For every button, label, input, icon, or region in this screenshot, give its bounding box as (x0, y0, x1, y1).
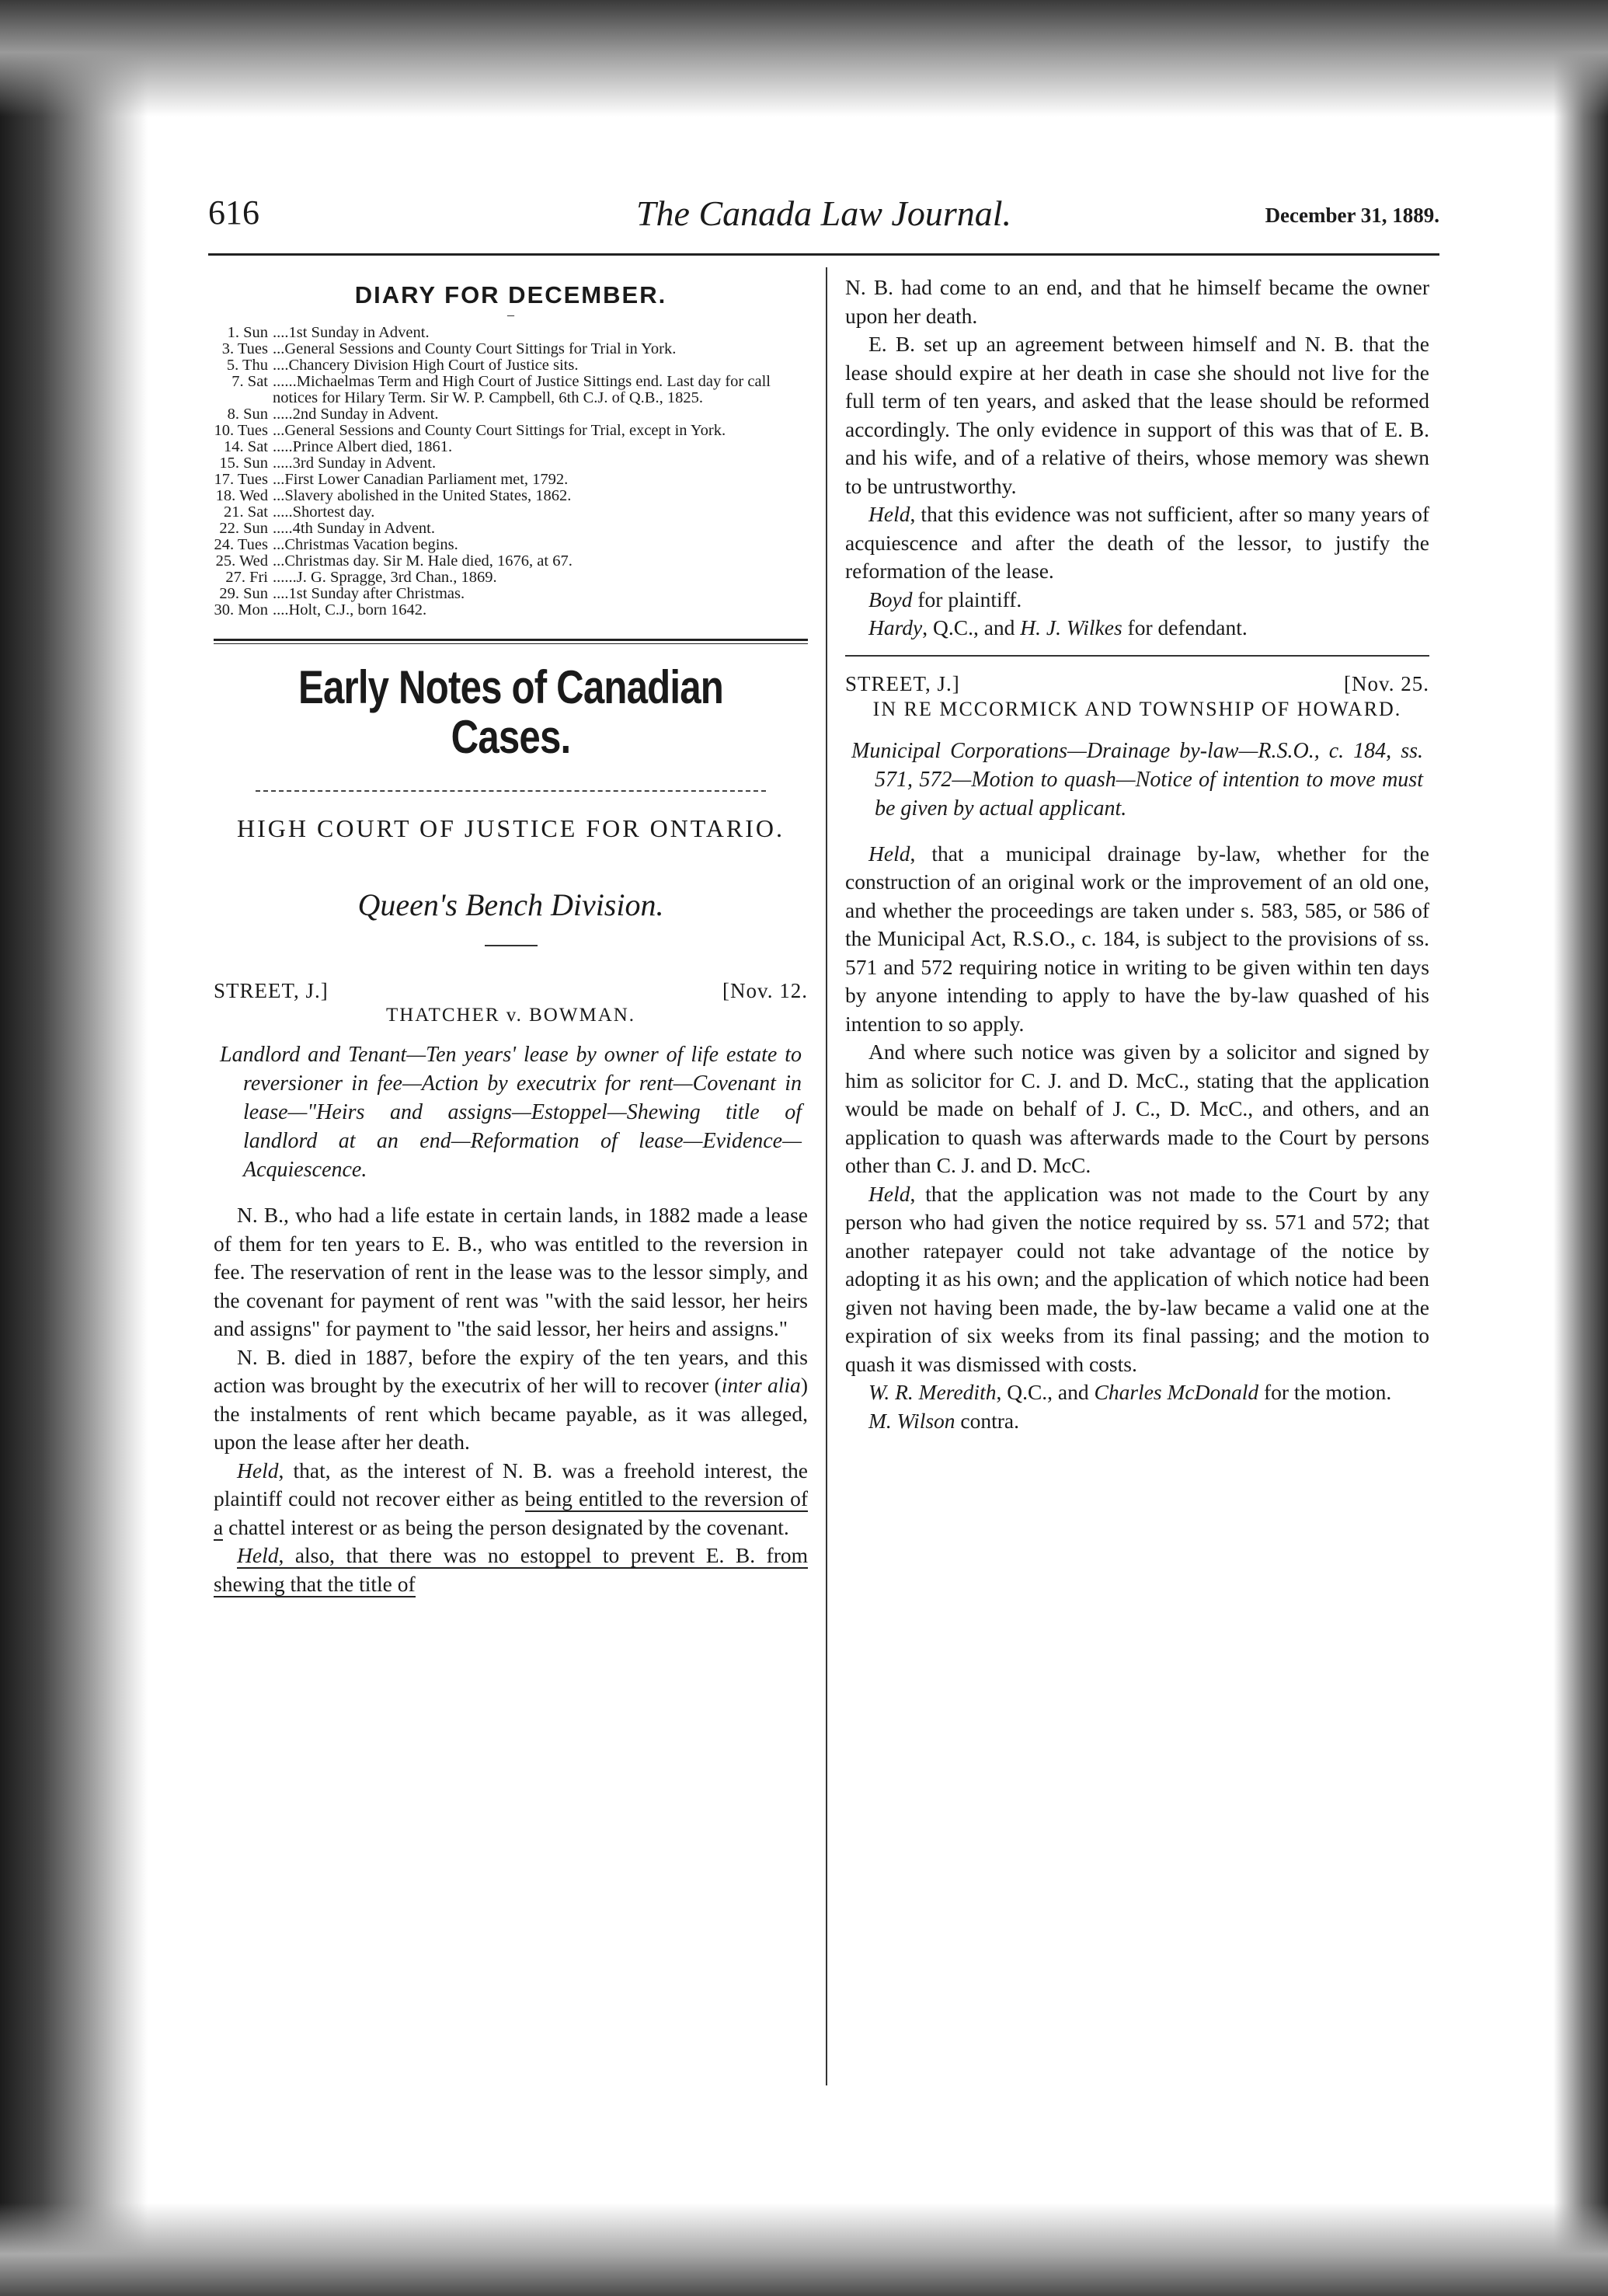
diary-entry (214, 406, 808, 423)
diary-day: 17. Tues (214, 471, 268, 488)
section-dashed-rule (256, 790, 767, 792)
diary-text: ...Slavery abolished in the United States, 1862. (273, 487, 572, 504)
diary-text: ....1st Sunday after Christmas. (273, 585, 465, 602)
diary-day: 29. Sun (219, 585, 268, 602)
diary-text: ...General Sessions and County Court Sittings for Trial in York. (273, 340, 677, 357)
diary-text: .....4th Sunday in Advent. (273, 520, 435, 537)
case-holding: Held, that a municipal drainage by-law, whether for the construction of an original work or the improvement of an old one, and whether the proceedings are taken under s. 583, 585, or 586 of the Municipal Act, R.S.O., c. 184, is subject to the provisions of ss. 571 and 572 requiring notice in writing to be given within ten days by anyone intending to apply to have the by-law quashed of his intention to so apply. (845, 841, 1429, 1036)
court-title: HIGH COURT OF JUSTICE FOR ONTARIO. (237, 814, 785, 842)
diary-entry (214, 488, 808, 504)
page-edge-shadow-top (0, 0, 1608, 117)
diary-entry (214, 455, 808, 472)
diary-entry (214, 423, 808, 439)
diary-entry (214, 374, 808, 406)
case-paragraph: N. B. died in 1887, before the expiry of the ten years, and this action was brought by the executrix of her will to recover (inter alia) the instalments of rent which became payable, as it was alleged, upon the lease after her death. (214, 1344, 808, 1454)
case-thatcher-header (214, 979, 808, 1003)
case-judge: STREET, J.] (845, 671, 960, 695)
diary-dash: – (507, 307, 514, 322)
diary-day: 3. Tues (221, 340, 268, 357)
header-rule (208, 253, 1439, 256)
page-number: 616 (208, 193, 259, 232)
handwritten-underline: being entitled to the reversion of a (214, 1486, 808, 1539)
case-holding: Held, that, as the interest of N. B. was a freehold interest, the plaintiff could not recover either as being entitled to the reversion of a chattel interest or as being the person designated by the covenant. (214, 1458, 808, 1539)
diary-entry (214, 472, 808, 488)
diary-text: ...Christmas Vacation begins. (273, 536, 458, 553)
diary-text: .....2nd Sunday in Advent. (273, 406, 439, 423)
diary-text: ......Michaelmas Term and High Court of Justice Sittings end. Last day for call notices for Hilary Term. Sir W. P. Campbell, 6th C.J. of Q.B., 1825. (273, 373, 771, 406)
diary-text: ...Christmas day. Sir M. Hale died, 1676, at 67. (273, 552, 573, 570)
division-title: Queen's Bench Division. (357, 887, 664, 922)
running-header (208, 193, 1439, 239)
diary-day: 14. Sat (224, 438, 268, 455)
diary-day: 5. Thu (226, 357, 268, 374)
diary-entry (214, 325, 808, 341)
diary-day: 25. Wed (215, 552, 268, 570)
case-date: [Nov. 25. (1344, 671, 1429, 695)
case-separator (845, 655, 1429, 657)
diary-text: ...General Sessions and County Court Sittings for Trial, except in York. (273, 422, 726, 439)
diary-entry (214, 570, 808, 586)
page-edge-shadow-left (0, 0, 148, 2296)
diary-text: ......J. G. Spragge, 3rd Chan., 1869. (273, 569, 497, 586)
division-rule (485, 945, 538, 946)
diary-day: 24. Tues (214, 536, 268, 553)
diary-text: .....Shortest day. (273, 503, 375, 521)
diary-day: 15. Sun (219, 455, 268, 472)
diary-day: 1. Sun (227, 324, 268, 341)
diary-heading: DIARY FOR DECEMBER. (354, 281, 667, 308)
section-double-rule (214, 639, 808, 644)
issue-date: December 31, 1889. (1265, 204, 1439, 227)
counsel-line: Boyd for plaintiff. (868, 587, 1022, 611)
case-name: THATCHER v. BOWMAN. (385, 1005, 636, 1026)
case-holding: Held, also, that there was no estoppel to prevent E. B. from shewing that the title of (214, 1543, 808, 1596)
counsel-line: M. Wilson contra. (868, 1408, 1019, 1433)
case-paragraph: E. B. set up an agreement between himself and N. B. that the lease should expire at her death in case she should not live for the full term of ten years, and asked that the lease should be reformed accordingly. The only evidence in support of this was that of E. B. and his wife, and of a relative of theirs, whose memory was shewn to be untrustworthy. (845, 332, 1429, 498)
diary-entry (214, 439, 808, 455)
case-holding: Held, that the application was not made to the Court by any person who had given the notice required by ss. 571 and 572; that another ratepayer could not take advantage of the notice by adopting it as his own; and the application of which notice had been given not having been made, the by-law became a valid one at the expiration of six weeks from its final passing; and the motion to quash it was dismissed with costs. (845, 1181, 1429, 1376)
diary-entry (214, 504, 808, 521)
diary-entry (214, 537, 808, 553)
diary-day: 18. Wed (215, 487, 268, 504)
column-divider (826, 267, 827, 2085)
case-mccormick-header (845, 672, 1429, 696)
diary-day: 8. Sun (227, 406, 268, 423)
diary-entry (214, 357, 808, 374)
journal-title: The Canada Law Journal. (635, 193, 1012, 233)
diary-text: .....3rd Sunday in Advent. (273, 455, 437, 472)
diary-day: 10. Tues (214, 422, 268, 439)
diary-day: 7. Sat (231, 373, 268, 390)
case-judge: STREET, J.] (214, 979, 329, 1002)
diary-text: .....Prince Albert died, 1861. (273, 438, 453, 455)
right-column (845, 273, 1429, 1435)
left-column (214, 273, 808, 1598)
case-holding: Held, that this evidence was not sufficient, after so many years of acquiescence and after the death of the lessor, to justify the reformation of the lease. (845, 502, 1429, 583)
diary-text: ....Chancery Division High Court of Justice sits. (273, 357, 579, 374)
case-paragraph: And where such notice was given by a solicitor and signed by him as solicitor for C. J. and D. McC., stating that the application would be made on behalf of J. C., D. McC., and others, and an application to quash was afterwards made to the Court by persons other than C. J. and D. McC. (845, 1040, 1429, 1177)
counsel-line: W. R. Meredith, Q.C., and Charles McDonald for the motion. (868, 1380, 1392, 1404)
diary-list (214, 325, 808, 618)
case-paragraph: N. B., who had a life estate in certain lands, in 1882 made a lease of them for ten years to E. B., who was entitled to the reversion in fee. The reservation of rent in the lease was to the lessor simply, and the covenant for payment of rent was "with the said lessor, her heirs and assigns" for payment to "the said lessor, her heirs and assigns." (214, 1203, 808, 1340)
case-catchline: Landlord and Tenant—Ten years' lease by owner of life estate to reversioner in fee—Action by executrix for rent—Covenant in lease—"Heirs and assigns—Estoppel—Shewing title of landlord at an end—Reformation of lease—Evidence—Acquiescence. (220, 1043, 802, 1182)
case-date: [Nov. 12. (722, 979, 808, 1002)
case-name: IN RE MCCORMICK AND TOWNSHIP OF HOWARD. (872, 697, 1402, 720)
case-paragraph: N. B. had come to an end, and that he himself became the owner upon her death. (845, 275, 1429, 328)
section-title: Early Notes of Canadian Cases. (298, 661, 724, 763)
diary-entry (214, 586, 808, 602)
diary-day: 22. Sun (219, 520, 268, 537)
page-edge-shadow-bottom (0, 2203, 1608, 2296)
diary-text: ....Holt, C.J., born 1642. (273, 601, 427, 618)
diary-day: 30. Mon (214, 601, 268, 618)
page-edge-shadow-right (1554, 0, 1608, 2296)
diary-day: 21. Sat (224, 503, 268, 521)
diary-entry (214, 602, 808, 618)
case-catchline: Municipal Corporations—Drainage by-law—R.S.O., c. 184, ss. 571, 572—Motion to quash—Notice of intention to move must be given by actual applicant. (851, 738, 1423, 820)
diary-day: 27. Fri (225, 569, 268, 586)
diary-entry (214, 341, 808, 357)
diary-entry (214, 553, 808, 570)
diary-text: ...First Lower Canadian Parliament met, 1792. (273, 471, 569, 488)
counsel-line: Hardy, Q.C., and H. J. Wilkes for defendant. (868, 615, 1248, 639)
diary-entry (214, 521, 808, 537)
diary-text: ....1st Sunday in Advent. (273, 324, 430, 341)
